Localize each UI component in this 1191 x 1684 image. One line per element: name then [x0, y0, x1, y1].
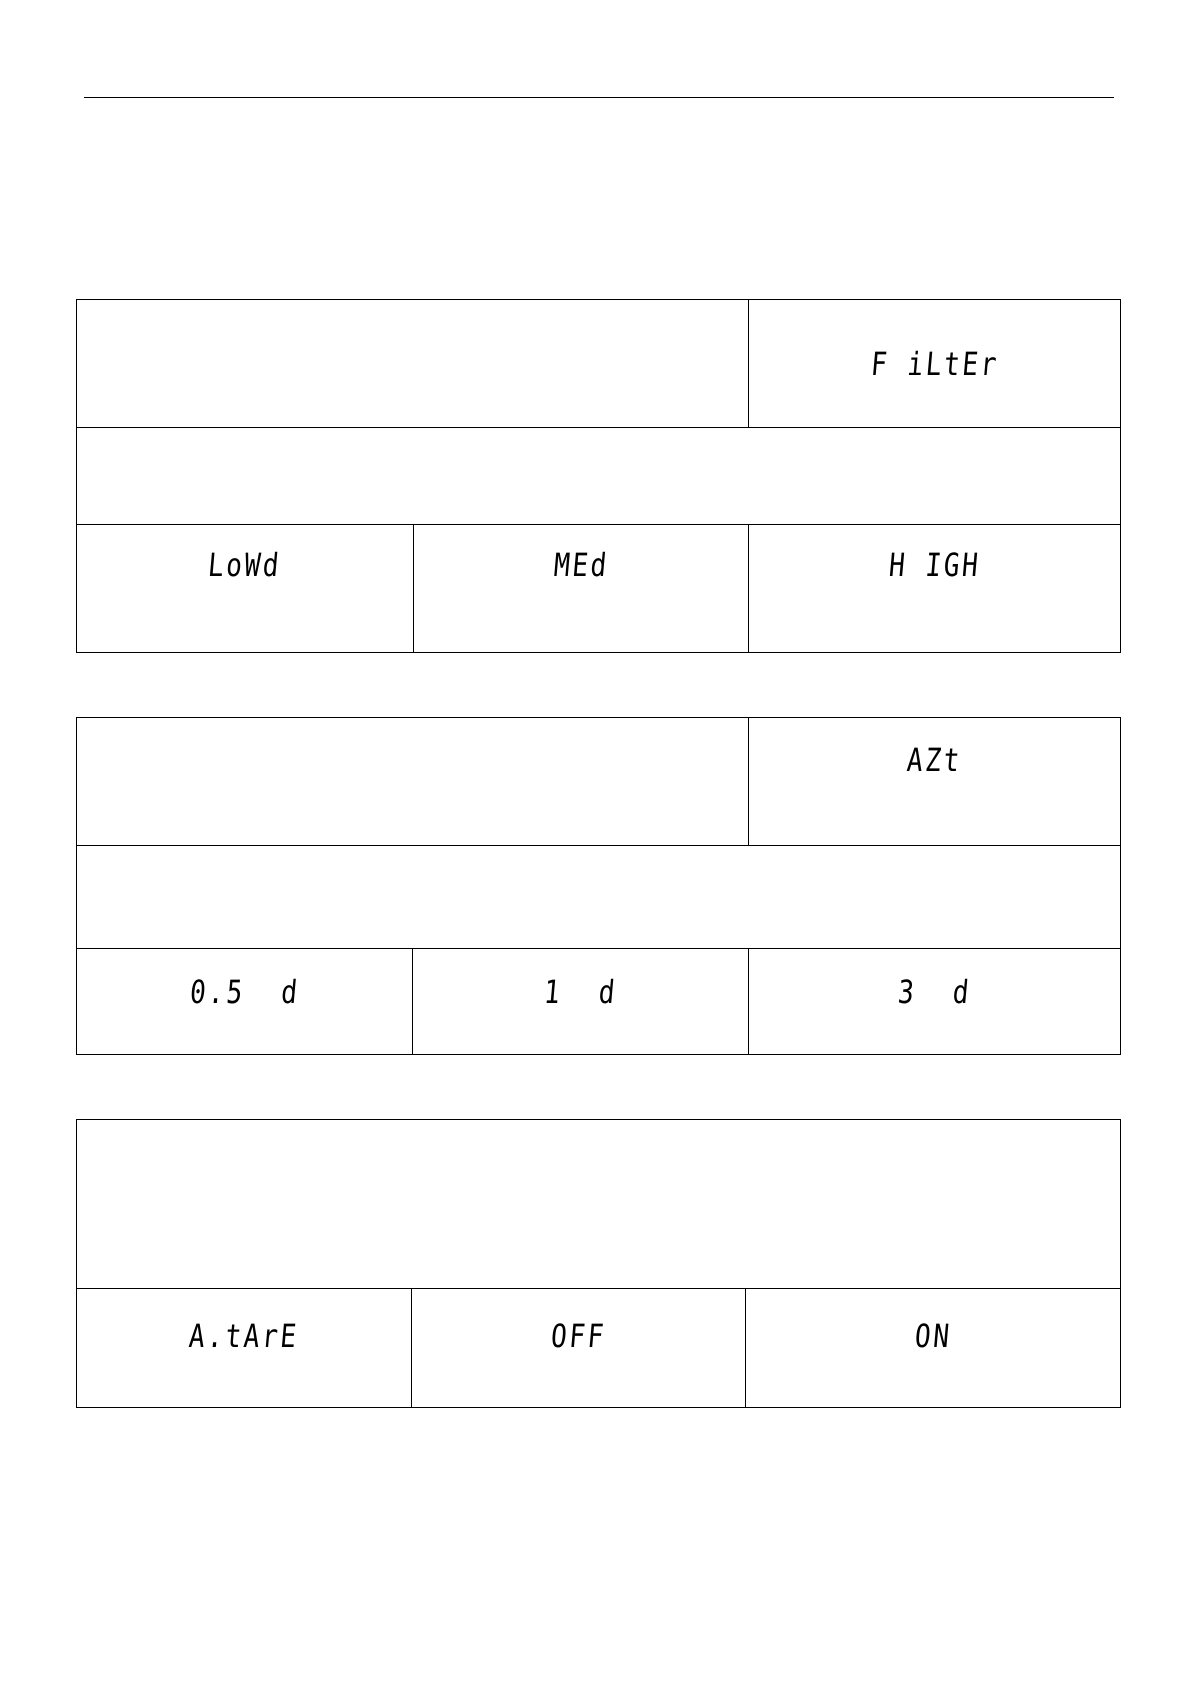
- azt-option-0-5d: [77, 949, 413, 1055]
- header-rule: [84, 97, 1114, 98]
- filter-setting-table: [76, 299, 1121, 653]
- azt-code-cell: [749, 718, 1121, 846]
- option-label: LoWd: [206, 546, 284, 584]
- auto-tare-option-on: [746, 1289, 1121, 1408]
- auto-tare-setting-table: [76, 1119, 1121, 1408]
- option-label: 0.5 d: [188, 973, 301, 1011]
- option-label: ON: [913, 1317, 953, 1355]
- auto-tare-option-off: [412, 1289, 746, 1408]
- filter-code-cell: [749, 300, 1121, 428]
- filter-description-cell: [77, 300, 749, 428]
- option-label: H IGH: [887, 546, 982, 584]
- filter-option-high: [749, 525, 1121, 653]
- auto-tare-code-label: A.tArE: [187, 1317, 301, 1355]
- azt-description-cell: [77, 718, 749, 846]
- option-label: 3 d: [896, 973, 973, 1011]
- azt-code-label: AZt: [905, 741, 964, 779]
- azt-option-1d: [413, 949, 749, 1055]
- azt-explanation-cell: [77, 846, 1121, 949]
- option-label: 1 d: [542, 973, 619, 1011]
- auto-tare-description-cell: [77, 1120, 1121, 1289]
- auto-tare-code-cell: [77, 1289, 412, 1408]
- filter-explanation-cell: [77, 428, 1121, 525]
- option-label: OFF: [549, 1317, 608, 1355]
- filter-code-label: F iLtEr: [868, 344, 1001, 383]
- azt-option-3d: [749, 949, 1121, 1055]
- option-label: MEd: [551, 546, 611, 584]
- filter-option-low: [77, 525, 414, 653]
- azt-setting-table: [76, 717, 1121, 1055]
- filter-option-med: [414, 525, 749, 653]
